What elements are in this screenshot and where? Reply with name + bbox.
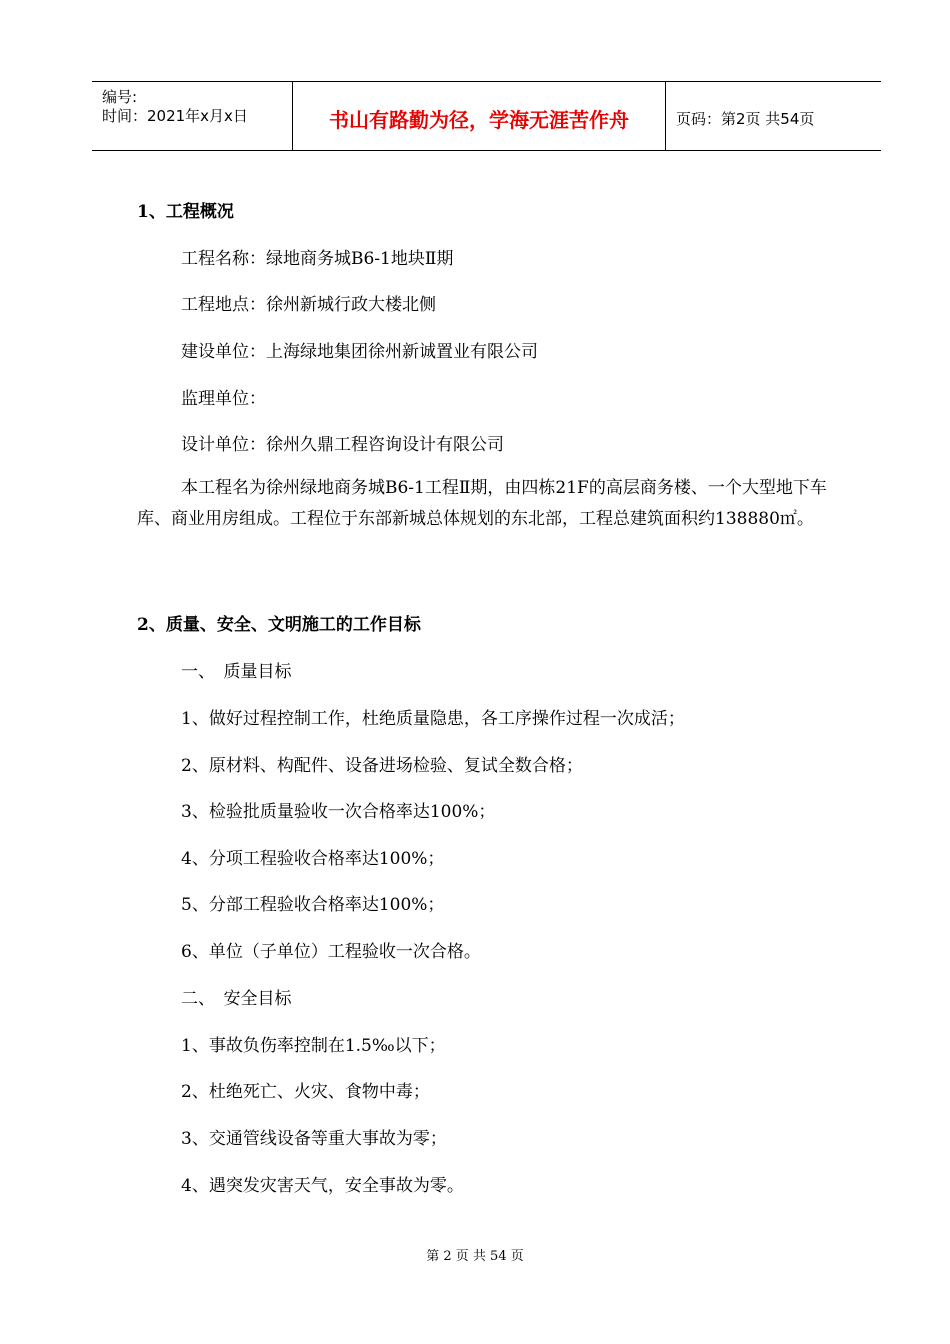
quality-item: 1、做好过程控制工作，杜绝质量隐患，各工序操作过程一次成活； — [181, 709, 685, 729]
quality-item: 3、检验批质量验收一次合格率达100%； — [181, 802, 496, 822]
header-page-number: 页码：第2页 共54页 — [676, 110, 815, 128]
supervisor-unit: 监理单位： — [181, 389, 266, 409]
header-motto-cell — [293, 82, 666, 150]
section-title-overview: 1、工程概况 — [137, 202, 234, 222]
quality-item: 4、分项工程验收合格率达100%； — [181, 849, 445, 869]
section-title-goals: 2、质量、安全、文明施工的工作目标 — [137, 615, 421, 635]
quality-item: 5、分部工程验收合格率达100%； — [181, 895, 445, 915]
safety-goal-title: 二、 安全目标 — [181, 989, 292, 1009]
safety-item: 1、事故负伤率控制在1.5‰以下； — [181, 1036, 446, 1056]
quality-goal-title: 一、 质量目标 — [181, 662, 292, 682]
header-motto: 书山有路勤为径，学海无涯苦作舟 — [329, 108, 629, 132]
project-location: 工程地点：徐州新城行政大楼北侧 — [181, 295, 436, 315]
header-page-cell — [666, 82, 881, 150]
project-intro-paragraph: 本工程名为徐州绿地商务城B6-1工程Ⅱ期，由四栋21F的高层商务楼、一个大型地下车库、商业用房组成。工程位于东部新城总体规划的东北部，工程总建筑面积约138880㎡。 — [137, 478, 827, 529]
quality-item: 2、原材料、构配件、设备进场检验、复试全数合格； — [181, 756, 583, 776]
doc-code-label: 编号: — [102, 88, 138, 106]
safety-item: 3、交通管线设备等重大事故为零； — [181, 1129, 447, 1149]
quality-item: 6、单位（子单位）工程验收一次合格。 — [181, 942, 481, 962]
page-header — [92, 81, 881, 151]
header-info-cell — [92, 82, 293, 150]
page-footer: 第 2 页 共 54 页 — [426, 1249, 524, 1264]
design-unit: 设计单位：徐州久鼎工程咨询设计有限公司 — [181, 435, 504, 455]
safety-item: 4、遇突发灾害天气，安全事故为零。 — [181, 1176, 464, 1196]
safety-item: 2、杜绝死亡、火灾、食物中毒； — [181, 1082, 430, 1102]
owner-unit: 建设单位：上海绿地集团徐州新诚置业有限公司 — [181, 342, 538, 362]
doc-time-label: 时间：2021年x月x日 — [102, 107, 248, 125]
project-name: 工程名称：绿地商务城B6-1地块Ⅱ期 — [181, 249, 454, 269]
